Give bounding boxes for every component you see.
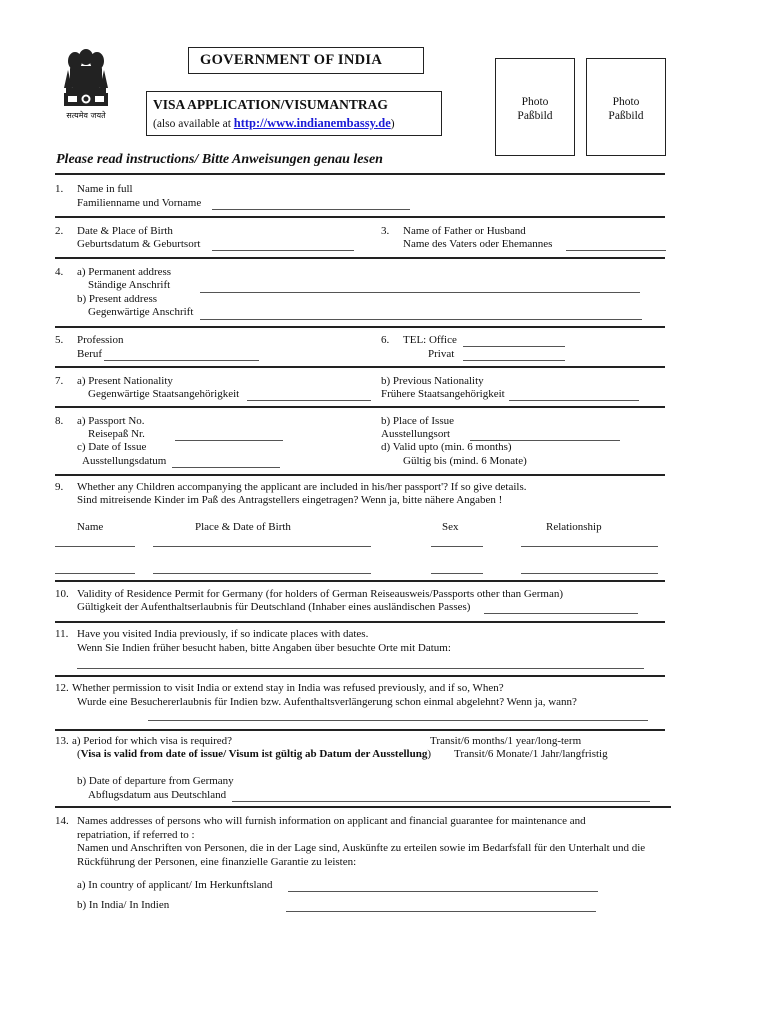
ashoka-emblem-icon (60, 44, 112, 112)
q13b-label-de: Abflugsdatum aus Deutschland (88, 789, 227, 801)
tel-office-input[interactable] (463, 335, 565, 347)
name-input[interactable] (212, 198, 410, 210)
child-1-name-input[interactable] (55, 535, 135, 547)
present-address-input[interactable] (200, 308, 642, 320)
q13b-label: b) Date of departure from Germany (77, 775, 234, 787)
q14-label: Names addresses of persons who will furnish information on applicant and financial guarantee for maintenance and (77, 815, 586, 827)
q14-label-de-2: Rückführung der Personen, eine finanzielle Garantie zu leisten: (77, 856, 357, 868)
divider (55, 621, 665, 623)
divider (55, 406, 665, 408)
q3-label: Name of Father or Husband (403, 225, 526, 237)
q14b-label: b) In India/ In Indien (77, 899, 170, 911)
q4b-label-de: Gegenwärtige Anschrift (88, 306, 194, 318)
q7b-label-de: Frühere Staatsangehörigkeit (381, 388, 505, 400)
emblem-motto: सत्यमेव जयते (66, 111, 106, 120)
q14-label-de: Namen und Anschriften von Personen, die in der Lage sind, Auskünfte zu erteilen sowie im Bedarfsfall für den Unterhalt und die (77, 842, 646, 854)
q10-label: Validity of Residence Permit for Germany (for holders of German Reiseausweis/Passports other than German) (77, 588, 564, 600)
divider (55, 580, 665, 582)
children-col-name: Name (77, 521, 104, 533)
q7-number: 7. (55, 375, 64, 387)
q9-label: Whether any Children accompanying the applicant are included in his/her passport'? If so give details. (77, 481, 527, 493)
instructions-heading: Please read instructions/ Bitte Anweisungen genau lesen (56, 152, 383, 167)
divider (55, 806, 671, 808)
q12-label: Whether permission to visit India or extend stay in India was refused previously, and if so, When? (72, 682, 504, 694)
place-of-issue-input[interactable] (470, 429, 620, 441)
q10-number: 10. (55, 588, 69, 600)
passport-number-input[interactable] (175, 429, 283, 441)
q6-number: 6. (381, 334, 390, 346)
visa-validity-note: Visa is valid from date of issue/ Visum ist gültig ab Datum der Ausstellung (80, 748, 428, 760)
photo-box-1[interactable] (495, 58, 575, 156)
child-2-sex-input[interactable] (431, 562, 483, 574)
q1-label: Name in full (77, 183, 133, 195)
q13a-options[interactable]: Transit/6 months/1 year/long-term (430, 735, 582, 747)
divider (55, 675, 665, 677)
father-husband-name-input[interactable] (566, 239, 666, 251)
children-col-birth: Place & Date of Birth (195, 521, 291, 533)
q14-number: 14. (55, 815, 69, 827)
date-of-issue-input[interactable] (172, 456, 280, 468)
q8d-label: d) Valid upto (min. 6 months) (381, 441, 512, 453)
q7b-label: b) Previous Nationality (381, 375, 484, 387)
divider (55, 257, 665, 259)
q13a-options-de[interactable]: Transit/6 Monate/1 Jahr/langfristig (454, 748, 608, 760)
q13-number: 13. (55, 735, 69, 747)
residence-permit-validity-input[interactable] (484, 602, 638, 614)
q2-number: 2. (55, 225, 64, 237)
q9-label-de: Sind mitreisende Kinder im Paß des Antragstellers eingetragen? Wenn ja, bitte nähere Angaben ! (77, 494, 503, 506)
q9-number: 9. (55, 481, 64, 493)
child-2-birth-input[interactable] (153, 562, 371, 574)
q14a-label: a) In country of applicant/ Im Herkunftsland (77, 879, 273, 891)
child-2-name-input[interactable] (55, 562, 135, 574)
photo-sublabel-2: Paßbild (608, 110, 644, 122)
q5-label: Profession (77, 334, 124, 346)
q7a-label-de: Gegenwärtige Staatsangehörigkeit (88, 388, 240, 400)
child-1-relationship-input[interactable] (521, 535, 658, 547)
photo-box-2[interactable] (586, 58, 666, 156)
q13a-note: (Visa is valid from date of issue/ Visum ist gültig ab Datum der Ausstellung) (77, 748, 431, 760)
profession-input[interactable] (104, 349, 259, 361)
q8c-label-de: Ausstellungsdatum (82, 455, 167, 467)
q4a-label: a) Permanent address (77, 266, 172, 278)
q7a-label: a) Present Nationality (77, 375, 173, 387)
tel-private-input[interactable] (463, 349, 565, 361)
q1-label-de: Familienname und Vorname (77, 197, 202, 209)
refused-permission-input[interactable] (148, 709, 648, 721)
children-col-relationship: Relationship (546, 521, 602, 533)
q4-number: 4. (55, 266, 64, 278)
q8c-label: c) Date of Issue (77, 441, 147, 453)
q6-label: TEL: Office (403, 334, 457, 346)
q3-number: 3. (381, 225, 390, 237)
previous-nationality-input[interactable] (509, 389, 639, 401)
q4b-label: b) Present address (77, 293, 158, 305)
q8b-label: b) Place of Issue (381, 415, 455, 427)
gov-title: GOVERNMENT OF INDIA (200, 52, 383, 68)
q2-label: Date & Place of Birth (77, 225, 173, 237)
q1-number: 1. (55, 183, 64, 195)
divider (55, 474, 665, 476)
permanent-address-input[interactable] (200, 281, 640, 293)
divider (55, 216, 665, 218)
present-nationality-input[interactable] (247, 389, 371, 401)
child-2-relationship-input[interactable] (521, 562, 658, 574)
q8d-label-de: Gültig bis (mind. 6 Monate) (403, 455, 527, 467)
embassy-link[interactable]: http://www.indianembassy.de (233, 116, 391, 130)
guarantor-home-country-input[interactable] (288, 880, 598, 892)
guarantor-india-input[interactable] (286, 900, 596, 912)
q3-label-de: Name des Vaters oder Ehemannes (403, 238, 553, 250)
q6-label-private: Privat (428, 348, 455, 360)
q11-number: 11. (55, 628, 69, 640)
available-at: (also available at http://www.indianembassy.de) (153, 116, 395, 130)
q5-label-de: Beruf (77, 348, 103, 360)
q8-number: 8. (55, 415, 64, 427)
q8a-label: a) Passport No. (77, 415, 145, 427)
photo-label-2: Photo (612, 96, 640, 108)
divider (55, 173, 665, 175)
birth-date-place-input[interactable] (212, 239, 354, 251)
q12-number: 12. (55, 682, 69, 694)
divider (55, 366, 665, 368)
q11-label-de: Wenn Sie Indien früher besucht haben, bitte Angaben über besuchte Orte mit Datum: (77, 642, 451, 654)
q8b-label-de: Ausstellungsort (381, 428, 451, 440)
q13a-label: a) Period for which visa is required? (72, 735, 233, 747)
departure-date-input[interactable] (232, 790, 650, 802)
q14-label-2: repatriation, if referred to : (77, 829, 195, 841)
q2-label-de: Geburtsdatum & Geburtsort (77, 238, 201, 250)
emblem (60, 44, 112, 122)
q4a-label-de: Ständige Anschrift (88, 279, 171, 291)
visa-title: VISA APPLICATION/VISUMANTRAG (153, 97, 388, 112)
q8a-label-de: Reisepaß Nr. (88, 428, 145, 440)
child-1-sex-input[interactable] (431, 535, 483, 547)
q10-label-de: Gültigkeit der Aufenthaltserlaubnis für Deutschland (Inhaber eines ausländischen Passes) (77, 601, 471, 613)
children-col-sex: Sex (442, 521, 459, 533)
child-1-birth-input[interactable] (153, 535, 371, 547)
photo-sublabel-1: Paßbild (517, 110, 553, 122)
q11-label: Have you visited India previously, if so indicate places with dates. (77, 628, 369, 640)
photo-label-1: Photo (521, 96, 549, 108)
q5-number: 5. (55, 334, 64, 346)
divider (55, 326, 665, 328)
q12-label-de: Wurde eine Besuchererlaubnis für Indien bzw. Aufenthaltsverlängerung schon einmal abgelehnt? Wenn ja, wann? (77, 696, 577, 708)
previous-visits-input[interactable] (77, 657, 644, 669)
divider (55, 729, 665, 731)
